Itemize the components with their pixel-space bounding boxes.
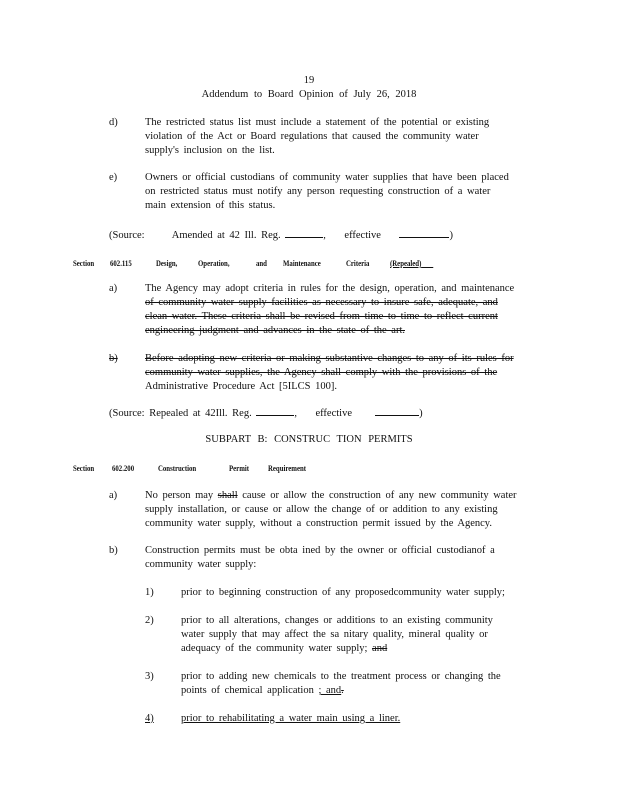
blank-line: [399, 227, 449, 238]
section-title-word: Design,: [156, 259, 178, 268]
section-title-word: Construction: [158, 464, 197, 473]
item-label-1: 1): [145, 587, 154, 598]
page-subtitle: Addendum to Board Opinion of July 26, 2018: [201, 89, 417, 100]
text-line: adequacy of the community water supply; and: [181, 643, 388, 654]
blank-line: [256, 405, 294, 416]
struck-word: .: [341, 685, 344, 696]
text-line: supply installation, or cause or allow the change of or addition to any existing: [145, 504, 498, 515]
item-3-text: [181, 670, 501, 698]
item-e-text: [145, 171, 509, 213]
item-label-d: d): [109, 117, 118, 128]
item-label-4: 4): [145, 713, 154, 724]
item-4-text: [181, 712, 400, 726]
item-label-a: a): [109, 490, 118, 501]
text-line: Administrative Procedure Act [5ILCS 100].: [145, 381, 338, 392]
text-line: community water supply, without a construction permit issued by the Agency.: [145, 518, 492, 529]
section-title-word: Maintenance: [283, 259, 321, 268]
text-line: The Agency may adopt criteria in rules for the design, operation, and maintenance: [145, 283, 515, 294]
section-title-word: and: [256, 259, 267, 268]
source-effective: effective: [344, 230, 381, 241]
item-1-text: [181, 586, 505, 600]
text-line: prior to rehabilitating a water main using a liner.: [181, 713, 401, 724]
item-label-e: e): [109, 172, 118, 183]
section-label: Section: [73, 259, 95, 268]
source-amended: Amended at 42 Ill. Reg.: [171, 230, 281, 241]
page-number: 19: [303, 75, 315, 86]
text-line: prior to all alterations, changes or additions to an existing community: [181, 615, 493, 626]
text-line: prior to adding new chemicals to the treatment process or changing the: [181, 671, 501, 682]
struck-line: clean water. These criteria shall be revised from time to time to reflect current: [145, 311, 498, 322]
text-line: violation of the Act or Board regulations that caused the community water: [145, 131, 479, 142]
section-number: 602.200: [112, 464, 135, 473]
blank-line: [375, 405, 419, 416]
repealed-marker: (Repealed): [390, 259, 422, 268]
section-label: Section: [73, 464, 95, 473]
text-line: supply's inclusion on the list.: [145, 145, 275, 156]
item-label-a: a): [109, 283, 118, 294]
text-line: community water supply:: [145, 559, 257, 570]
text-line: points of chemical application ; and.: [181, 685, 344, 696]
section-number: 602.115: [110, 259, 132, 268]
item-b-text: [145, 352, 514, 394]
item-label-b: b): [109, 545, 118, 556]
item-a-text: [145, 489, 517, 531]
section-title-word: Requirement: [268, 464, 307, 473]
item-b-text: [145, 544, 495, 572]
struck-word: shall: [217, 490, 238, 501]
text-line: Construction permits must be obta ined by the owner or official custodianof a: [145, 545, 495, 556]
blank-line: [285, 227, 323, 238]
struck-word: and: [372, 643, 388, 654]
item-label-3: 3): [145, 671, 154, 682]
inserted-text: ; and: [318, 685, 342, 696]
text-line: on restricted status must notify any person requesting construction of a water: [145, 186, 491, 197]
text-line: No person may shall cause or allow the construction of any new community water: [145, 490, 517, 501]
item-label-b: b): [109, 353, 118, 364]
source-close: ): [449, 230, 453, 241]
text-line: water supply that may affect the sa nitary quality, mineral quality or: [181, 629, 488, 640]
source-open: (Source:: [109, 408, 145, 419]
source-repealed: Repealed at 42Ill. Reg.: [149, 408, 252, 419]
source-close: ): [419, 408, 423, 419]
section-title-word: Permit: [229, 464, 250, 473]
struck-line: community water supplies, the Agency shall comply with the provisions of the: [145, 367, 498, 378]
source-note-amended: (Source: Amended at 42 Ill. Reg. , effective ): [109, 227, 453, 243]
section-title-word: Operation,: [198, 259, 230, 268]
source-effective: effective: [315, 408, 352, 419]
text-line: prior to beginning construction of any proposedcommunity water supply;: [181, 587, 505, 598]
struck-line: Before adopting new criteria or making substantive changes to any of its rules for: [145, 353, 514, 364]
item-2-text: [181, 614, 493, 656]
source-note-repealed: (Source: Repealed at 42Ill. Reg. , effective ): [109, 405, 423, 421]
item-a-text: [145, 282, 514, 338]
item-label-2: 2): [145, 615, 154, 626]
text-line: Owners or official custodians of community water supplies that have been placed: [145, 172, 509, 183]
struck-line: of community water supply facilities as necessary to insure safe, adequate, and: [145, 297, 498, 308]
section-title-word: Criteria: [346, 259, 370, 268]
text-line: main extension of this status.: [145, 200, 276, 211]
source-open: (Source:: [109, 230, 145, 241]
item-d-text: [145, 116, 489, 158]
struck-line: engineering judgment and advances in the state of the art.: [145, 325, 405, 336]
text-line: The restricted status list must include a statement of the potential or existing: [145, 117, 490, 128]
subpart-title: SUBPART B: CONSTRUC TION PERMITS: [205, 434, 413, 445]
